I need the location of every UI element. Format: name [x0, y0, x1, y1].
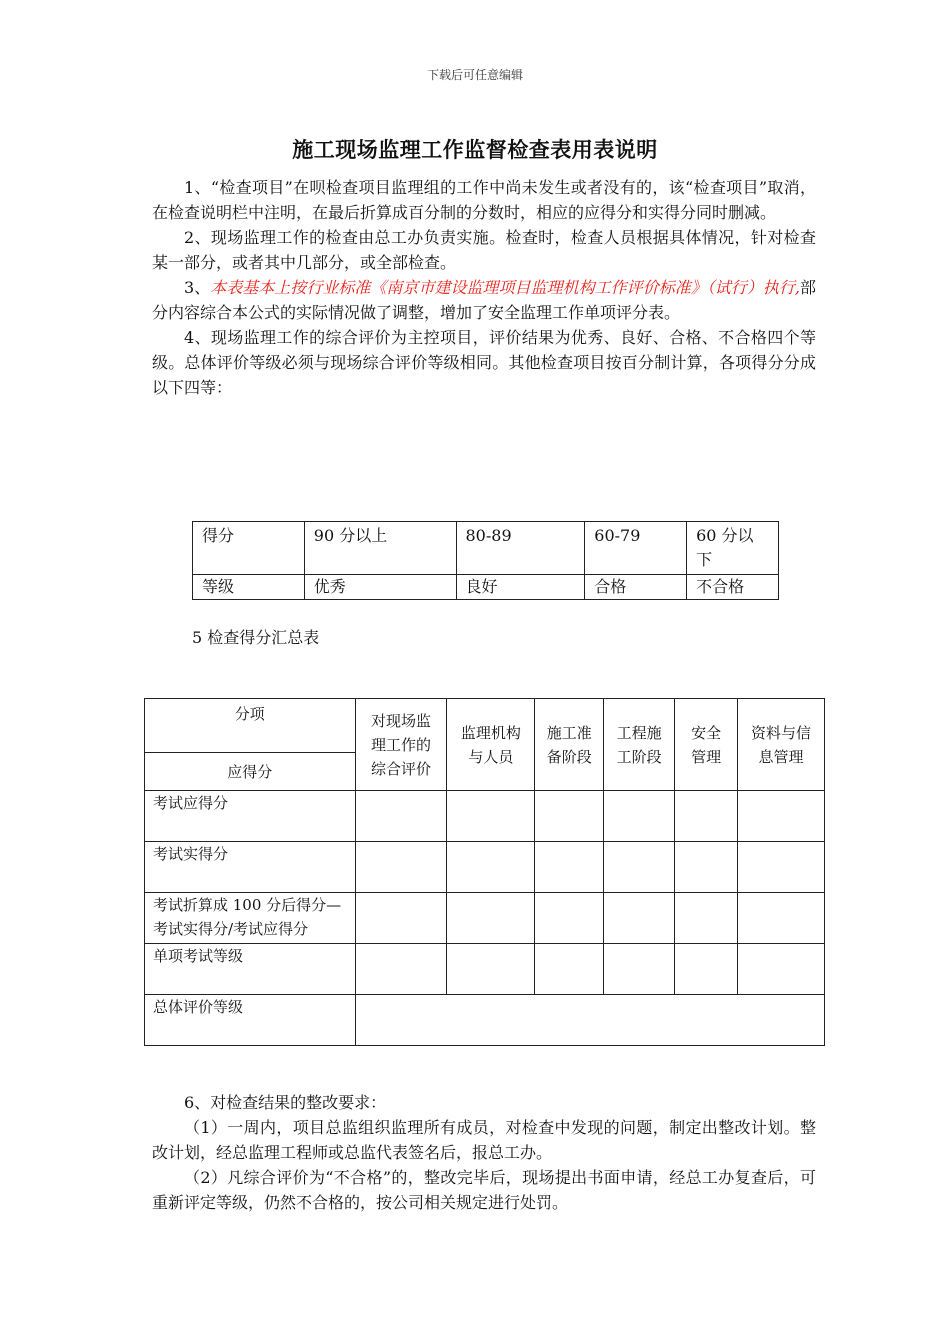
- score-cell[interactable]: [604, 944, 675, 995]
- column-header: 施工准备阶段: [535, 699, 604, 791]
- column-header: 对现场监理工作的综合评价: [355, 699, 447, 791]
- paragraph-4: 4、现场监理工作的综合评价为主控项目，评价结果为优秀、良好、合格、不合格四个等级。总体评价等级必须与现场综合评价等级相同。其他检查项目按百分制计算，各项得分分成以下四等：: [152, 328, 816, 397]
- score-cell[interactable]: [738, 791, 825, 842]
- paragraph-3-rest: 部分内容综合本公式的实际情况做了调整，增加了安全监理工作单项评分表。: [152, 278, 816, 322]
- grade-cell: 90 分以上: [304, 522, 456, 575]
- summary-table: [144, 698, 825, 1046]
- score-cell[interactable]: [738, 944, 825, 995]
- summary-header-row: [145, 699, 825, 753]
- rectification-section: [152, 1090, 816, 1215]
- section-6-item-1: （1）一周内，项目总监组织监理所有成员，对检查中发现的问题，制定出整改计划。整改计划，经总监理工程师或总监代表签名后，报总工办。: [152, 1118, 816, 1162]
- row-label: 考试实得分: [145, 842, 356, 893]
- score-cell[interactable]: [604, 791, 675, 842]
- score-cell[interactable]: [447, 791, 535, 842]
- grade-cell: 优秀: [304, 575, 456, 600]
- grade-table: [192, 521, 779, 600]
- column-header: 资料与信息管理: [738, 699, 825, 791]
- grade-cell: 不合格: [687, 575, 779, 600]
- page-title: 施工现场监理工作监督检查表用表说明: [292, 137, 658, 162]
- table-row: [145, 842, 825, 893]
- corner-bottom-cell: 应得分: [145, 753, 356, 791]
- summary-table-label: 5 检查得分汇总表: [192, 628, 320, 647]
- section-6-heading: 6、对检查结果的整改要求：: [184, 1093, 387, 1112]
- section-6-item-2: （2）凡综合评价为“不合格”的，整改完毕后，现场提出书面申请，经总工办复查后，可重新评定等级，仍然不合格的，按公司相关规定进行处罚。: [152, 1168, 816, 1212]
- grade-table-row: [193, 522, 779, 575]
- score-cell[interactable]: [738, 893, 825, 944]
- score-cell[interactable]: [675, 791, 738, 842]
- corner-top-cell: 分项: [145, 699, 356, 753]
- paragraph-3-red-text: 本表基本上按行业标准《南京市建设监理项目监理机构工作评价标准》（试行）执行,: [210, 278, 800, 297]
- column-header: 安全管理: [675, 699, 738, 791]
- paragraph-1: 1、“检查项目”在呗检查项目监理组的工作中尚未发生或者没有的，该“检查项目”取消，在检查说明栏中注明，在最后折算成百分制的分数时，相应的应得分和实得分同时删减。: [152, 178, 816, 222]
- score-cell[interactable]: [355, 791, 447, 842]
- row-label: 总体评价等级: [145, 995, 356, 1046]
- score-cell[interactable]: [447, 842, 535, 893]
- score-cell[interactable]: [604, 893, 675, 944]
- paragraph-2: 2、现场监理工作的检查由总工办负责实施。检查时，检查人员根据具体情况，针对检查某一部分，或者其中几部分，或全部检查。: [152, 228, 816, 272]
- score-cell[interactable]: [355, 944, 447, 995]
- score-cell[interactable]: [738, 842, 825, 893]
- score-cell[interactable]: [355, 842, 447, 893]
- grade-cell: 60 分以下: [687, 522, 779, 575]
- column-header: 监理机构与人员: [447, 699, 535, 791]
- paragraph-3: [152, 275, 816, 325]
- score-cell[interactable]: [675, 893, 738, 944]
- table-row: [145, 791, 825, 842]
- score-cell[interactable]: [604, 842, 675, 893]
- grade-cell: 80-89: [456, 522, 585, 575]
- grade-cell: 合格: [585, 575, 687, 600]
- paragraph-3-prefix: 3、: [184, 278, 211, 297]
- score-cell[interactable]: [447, 944, 535, 995]
- score-cell[interactable]: [535, 893, 604, 944]
- intro-section: [152, 175, 816, 400]
- grade-cell: 得分: [193, 522, 305, 575]
- grade-cell: 60-79: [585, 522, 687, 575]
- column-header: 工程施工阶段: [604, 699, 675, 791]
- score-cell[interactable]: [675, 842, 738, 893]
- table-row: [145, 944, 825, 995]
- grade-cell: 良好: [456, 575, 585, 600]
- score-cell[interactable]: [535, 842, 604, 893]
- overall-grade-cell[interactable]: [355, 995, 824, 1046]
- score-cell[interactable]: [447, 893, 535, 944]
- header-note: 下载后可任意编辑: [426, 68, 523, 82]
- grade-cell: 等级: [193, 575, 305, 600]
- table-row: [145, 995, 825, 1046]
- score-cell[interactable]: [535, 791, 604, 842]
- score-cell[interactable]: [535, 944, 604, 995]
- row-label: 考试应得分: [145, 791, 356, 842]
- grade-table-row: [193, 575, 779, 600]
- score-cell[interactable]: [355, 893, 447, 944]
- row-label: 单项考试等级: [145, 944, 356, 995]
- table-row: [145, 893, 825, 944]
- score-cell[interactable]: [675, 944, 738, 995]
- row-label: 考试折算成 100 分后得分—考试实得分/考试应得分: [145, 893, 356, 944]
